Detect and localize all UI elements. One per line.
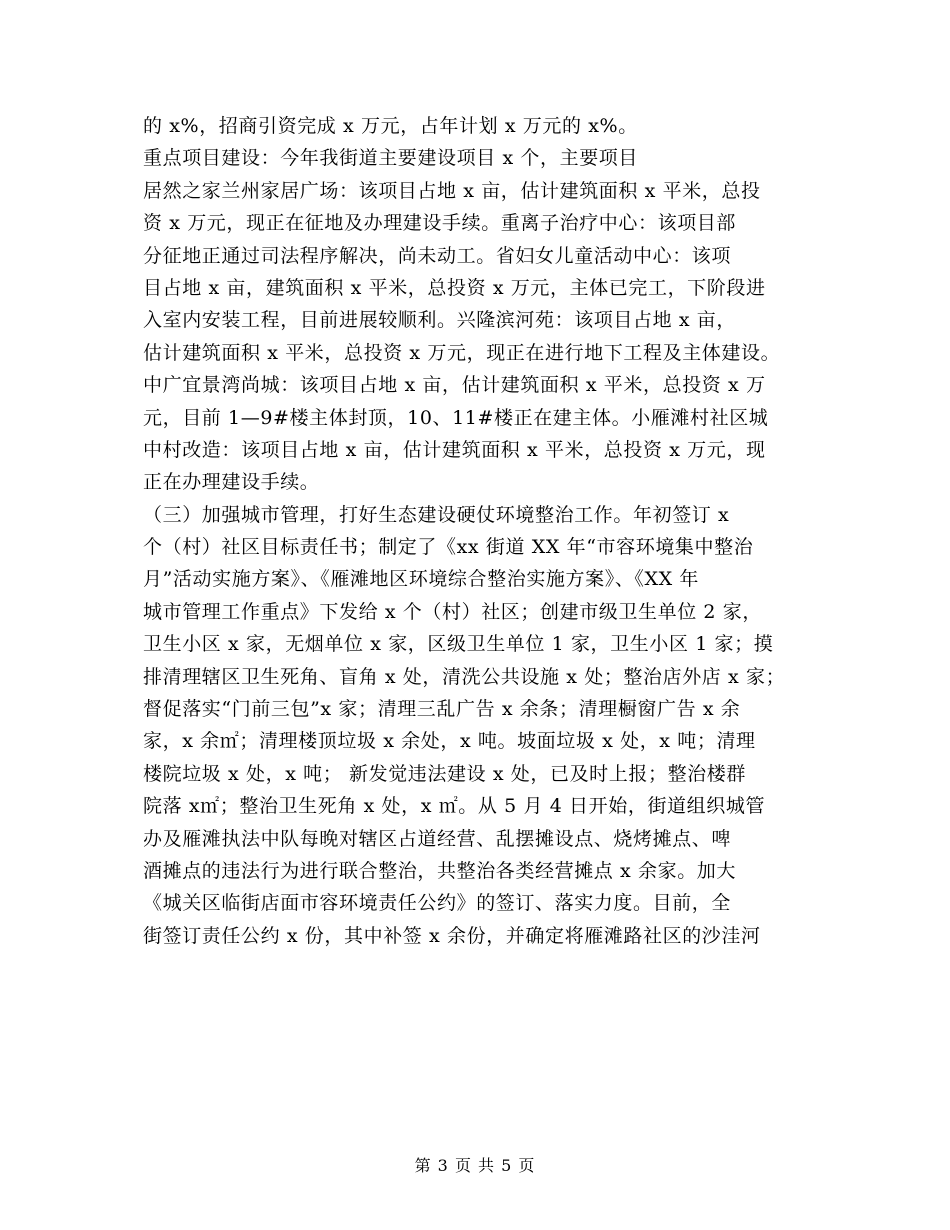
text-line: 重点项目建设：今年我街道主要建设项目 x 个，主要项目 [143,147,638,170]
text-line: 中村改造：该项目占地 x 亩，估计建筑面积 x 平米，总投资 x 万元，现 [143,438,766,461]
text-line: 的 x%，招商引资完成 x 万元，占年计划 x 万元的 x%。 [143,115,638,137]
text-line: 卫生小区 x 家，无烟单位 x 家，区级卫生单位 1 家，卫生小区 1 家；摸 [143,633,774,656]
text-line: 分征地正通过司法程序解决，尚未动工。省妇女儿童活动中心：该项 [143,244,732,267]
text-line: 排清理辖区卫生死角、盲角 x 处，清洗公共设施 x 处；整治店外店 x 家； [143,665,786,688]
text-line: 院落 x㎡；整治卫生死角 x 处，x ㎡。从 5 月 4 日开始，街道组织城管 [143,795,766,818]
text-line: 个（村）社区目标责任书；制定了《xx 街道 XX 年“市容环境集中整治 [143,536,754,559]
text-line: 中广宜景湾尚城：该项目占地 x 亩，估计建筑面积 x 平米，总投资 x 万 [143,374,766,397]
text-line: 元，目前 1—9#楼主体封顶，10、11#楼正在建主体。小雁滩村社区城 [143,406,769,429]
text-line: 正在办理建设手续。 [143,471,320,494]
text-line: 估计建筑面积 x 平米，总投资 x 万元，现正在进行地下工程及主体建设。 [143,341,781,364]
page-number-footer: 第 3 页 共 5 页 [414,1156,536,1175]
text-line: 城市管理工作重点》下发给 x 个（村）社区；创建市级卫生单位 2 家， [143,600,762,623]
text-line: 入室内安装工程，目前进展较顺利。兴隆滨河苑：该项目占地 x 亩， [143,309,736,332]
text-line: 居然之家兰州家居广场：该项目占地 x 亩，估计建筑面积 x 平米，总投 [143,179,761,202]
text-line: 家，x 余㎡；清理楼顶垃圾 x 余处，x 吨。坡面垃圾 x 处，x 吨；清理 [143,730,756,753]
text-line: （三）加强城市管理，打好生态建设硬仗环境整治工作。年初签订 x [143,503,730,526]
text-line: 街签订责任公约 x 份，其中补签 x 余份，并确定将雁滩路社区的沙洼河 [143,924,761,947]
document-body [143,110,823,952]
text-line: 督促落实“门前三包”x 家；清理三乱广告 x 余条；清理橱窗广告 x 余 [143,698,741,721]
text-line: 酒摊点的违法行为进行联合整治，共整治各类经营摊点 x 余家。加大 [143,859,736,882]
text-line: 楼院垃圾 x 处，x 吨； 新发觉违法建设 x 处，已及时上报；整治楼群 [143,762,746,785]
text-line: 资 x 万元，现正在征地及办理建设手续。重离子治疗中心：该项目部 [143,212,736,235]
text-line: 《城关区临街店面市容环境责任公约》的签订、落实力度。目前，全 [143,892,732,915]
text-line: 办及雁滩执法中队每晚对辖区占道经营、乱摆摊设点、烧烤摊点、啤 [143,827,732,850]
text-line: 目占地 x 亩，建筑面积 x 平米，总投资 x 万元，主体已完工，下阶段进 [143,276,766,299]
text-line: 月”活动实施方案》、《雁滩地区环境综合整治实施方案》、《XX 年 [143,568,700,591]
